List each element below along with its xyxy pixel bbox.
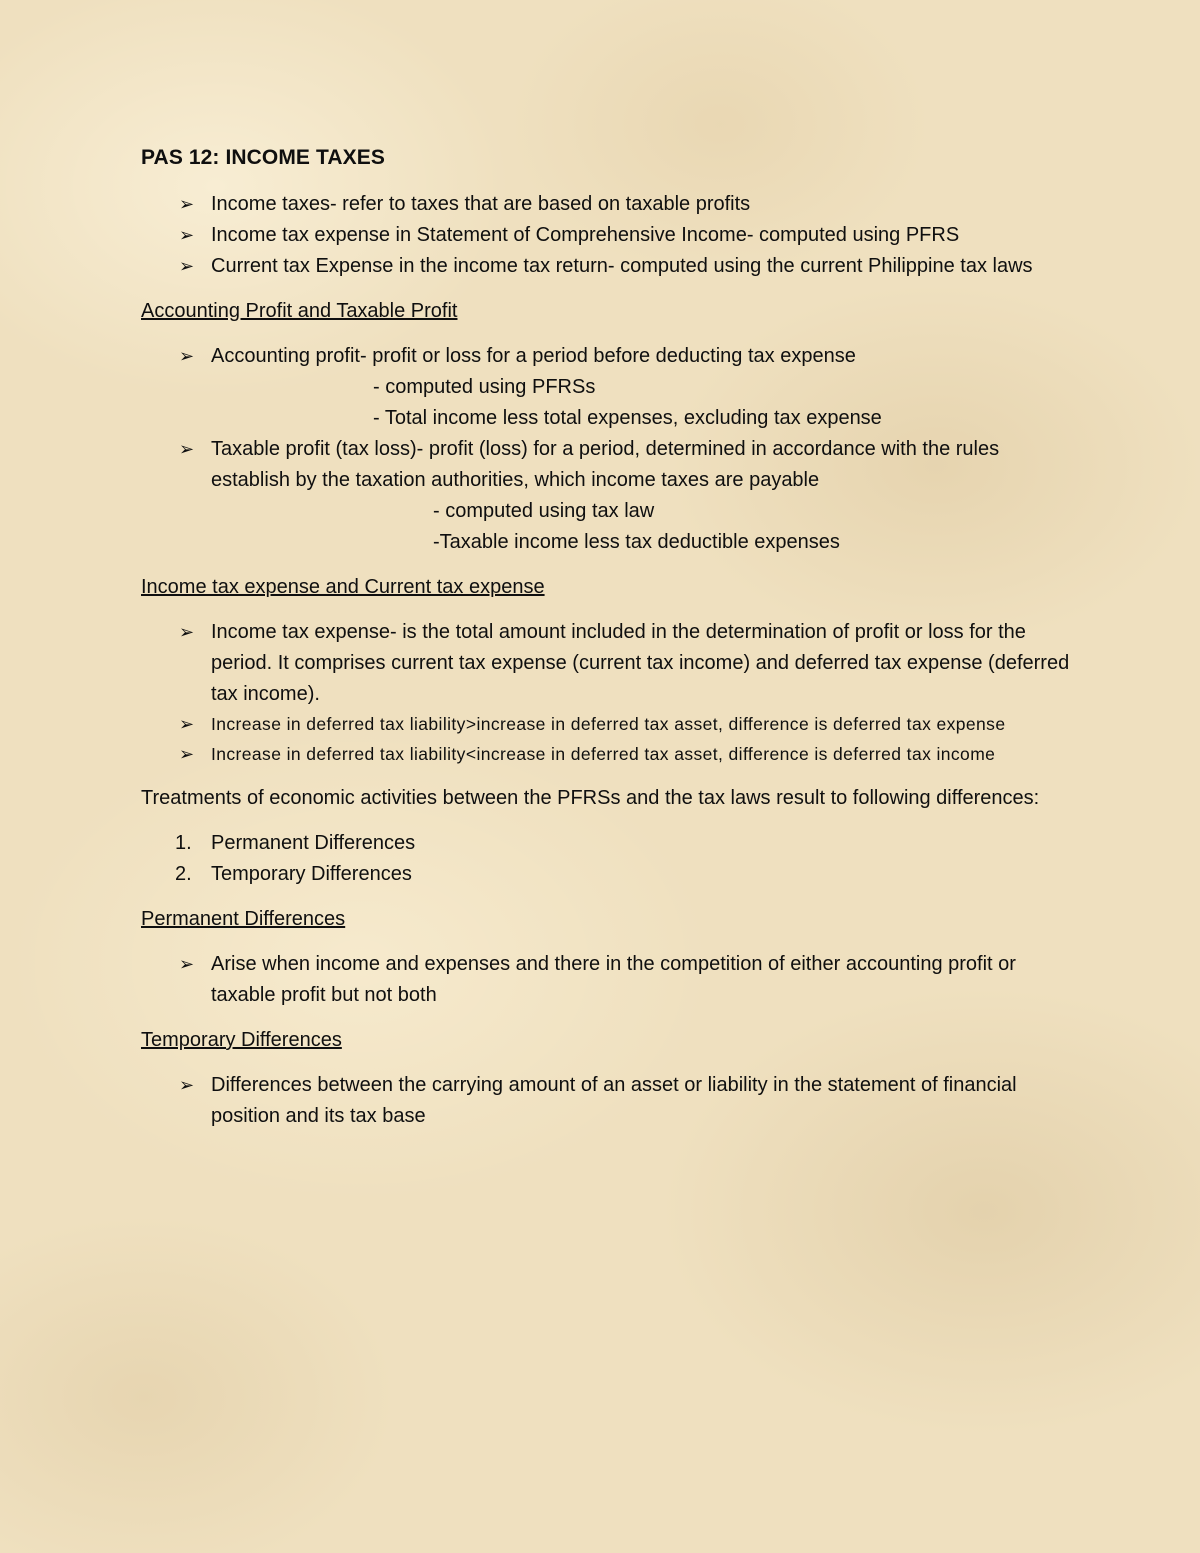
list-item-text: Income taxes- refer to taxes that are based on taxable profits [211, 193, 751, 215]
list-number: 2. [175, 863, 192, 885]
differences-numbered-list [141, 828, 1071, 890]
list-item-text: Arise when income and expenses and there in the competition of either accounting profit or taxable profit but not both [211, 953, 1016, 1006]
section-heading-temporary-differences: Temporary Differences [141, 1029, 342, 1051]
section-heading-income-tax-expense: Income tax expense and Current tax expense [141, 576, 545, 598]
sub-point: - computed using PFRSs [373, 376, 596, 398]
list-item [141, 251, 1071, 282]
arrow-bullet-icon: ➢ [179, 225, 195, 245]
list-item-text: Increase in deferred tax liability>increase in deferred tax asset, difference is deferred tax expense [211, 714, 1006, 734]
accounting-profit-list [141, 341, 1071, 558]
list-item [141, 1070, 1071, 1132]
list-item [141, 617, 1071, 710]
list-item-text: Increase in deferred tax liability<increase in deferred tax asset, difference is deferred tax income [211, 743, 996, 764]
income-tax-expense-list [141, 617, 1071, 769]
list-item [141, 341, 1071, 434]
list-item [141, 859, 1071, 890]
list-item [141, 710, 1071, 740]
arrow-bullet-icon: ➢ [179, 194, 195, 214]
arrow-bullet-icon: ➢ [179, 439, 195, 459]
document-page [141, 140, 1071, 1146]
list-item-text: Permanent Differences [211, 832, 416, 854]
list-item [141, 949, 1071, 1011]
arrow-bullet-icon: ➢ [179, 622, 195, 642]
arrow-bullet-icon: ➢ [179, 1075, 195, 1095]
sub-point: -Taxable income less tax deductible expenses [433, 531, 840, 553]
list-item-text: Accounting profit- profit or loss for a period before deducting tax expense [211, 345, 856, 367]
list-item-text: Differences between the carrying amount of an asset or liability in the statement of financial position and its tax base [211, 1074, 1017, 1127]
page-title: PAS 12: INCOME TAXES [141, 146, 385, 169]
section-heading-permanent-differences: Permanent Differences [141, 908, 346, 930]
arrow-bullet-icon: ➢ [179, 743, 195, 764]
list-item-text: Taxable profit (tax loss)- profit (loss) for a period, determined in accordance with the rules establish by the taxation authorities, which income taxes are payable [211, 438, 1000, 491]
list-item [141, 220, 1071, 251]
list-item [141, 189, 1071, 220]
permanent-differences-list [141, 949, 1071, 1011]
list-number: 1. [175, 832, 192, 854]
list-item-text: Temporary Differences [211, 863, 412, 885]
list-item-text: Income tax expense in Statement of Comprehensive Income- computed using PFRS [211, 224, 960, 246]
list-item-text: Income tax expense- is the total amount included in the determination of profit or loss for the period. It comprises current tax expense (current tax income) and deferred tax expense (deferred tax income). [211, 621, 1070, 705]
list-item [141, 434, 1071, 558]
temporary-differences-list [141, 1070, 1071, 1132]
sub-point: - computed using tax law [433, 500, 655, 522]
list-item-text: Current tax Expense in the income tax return- computed using the current Philippine tax laws [211, 255, 1033, 277]
list-item [141, 828, 1071, 859]
intro-bullet-list [141, 189, 1071, 282]
arrow-bullet-icon: ➢ [179, 256, 195, 276]
arrow-bullet-icon: ➢ [179, 346, 195, 366]
list-item [141, 740, 1071, 770]
treatments-paragraph: Treatments of economic activities between the PFRSs and the tax laws result to following differences: [141, 787, 1040, 809]
arrow-bullet-icon: ➢ [179, 714, 195, 734]
arrow-bullet-icon: ➢ [179, 954, 195, 974]
section-heading-accounting-profit: Accounting Profit and Taxable Profit [141, 300, 458, 322]
sub-point: - Total income less total expenses, excluding tax expense [373, 407, 882, 429]
